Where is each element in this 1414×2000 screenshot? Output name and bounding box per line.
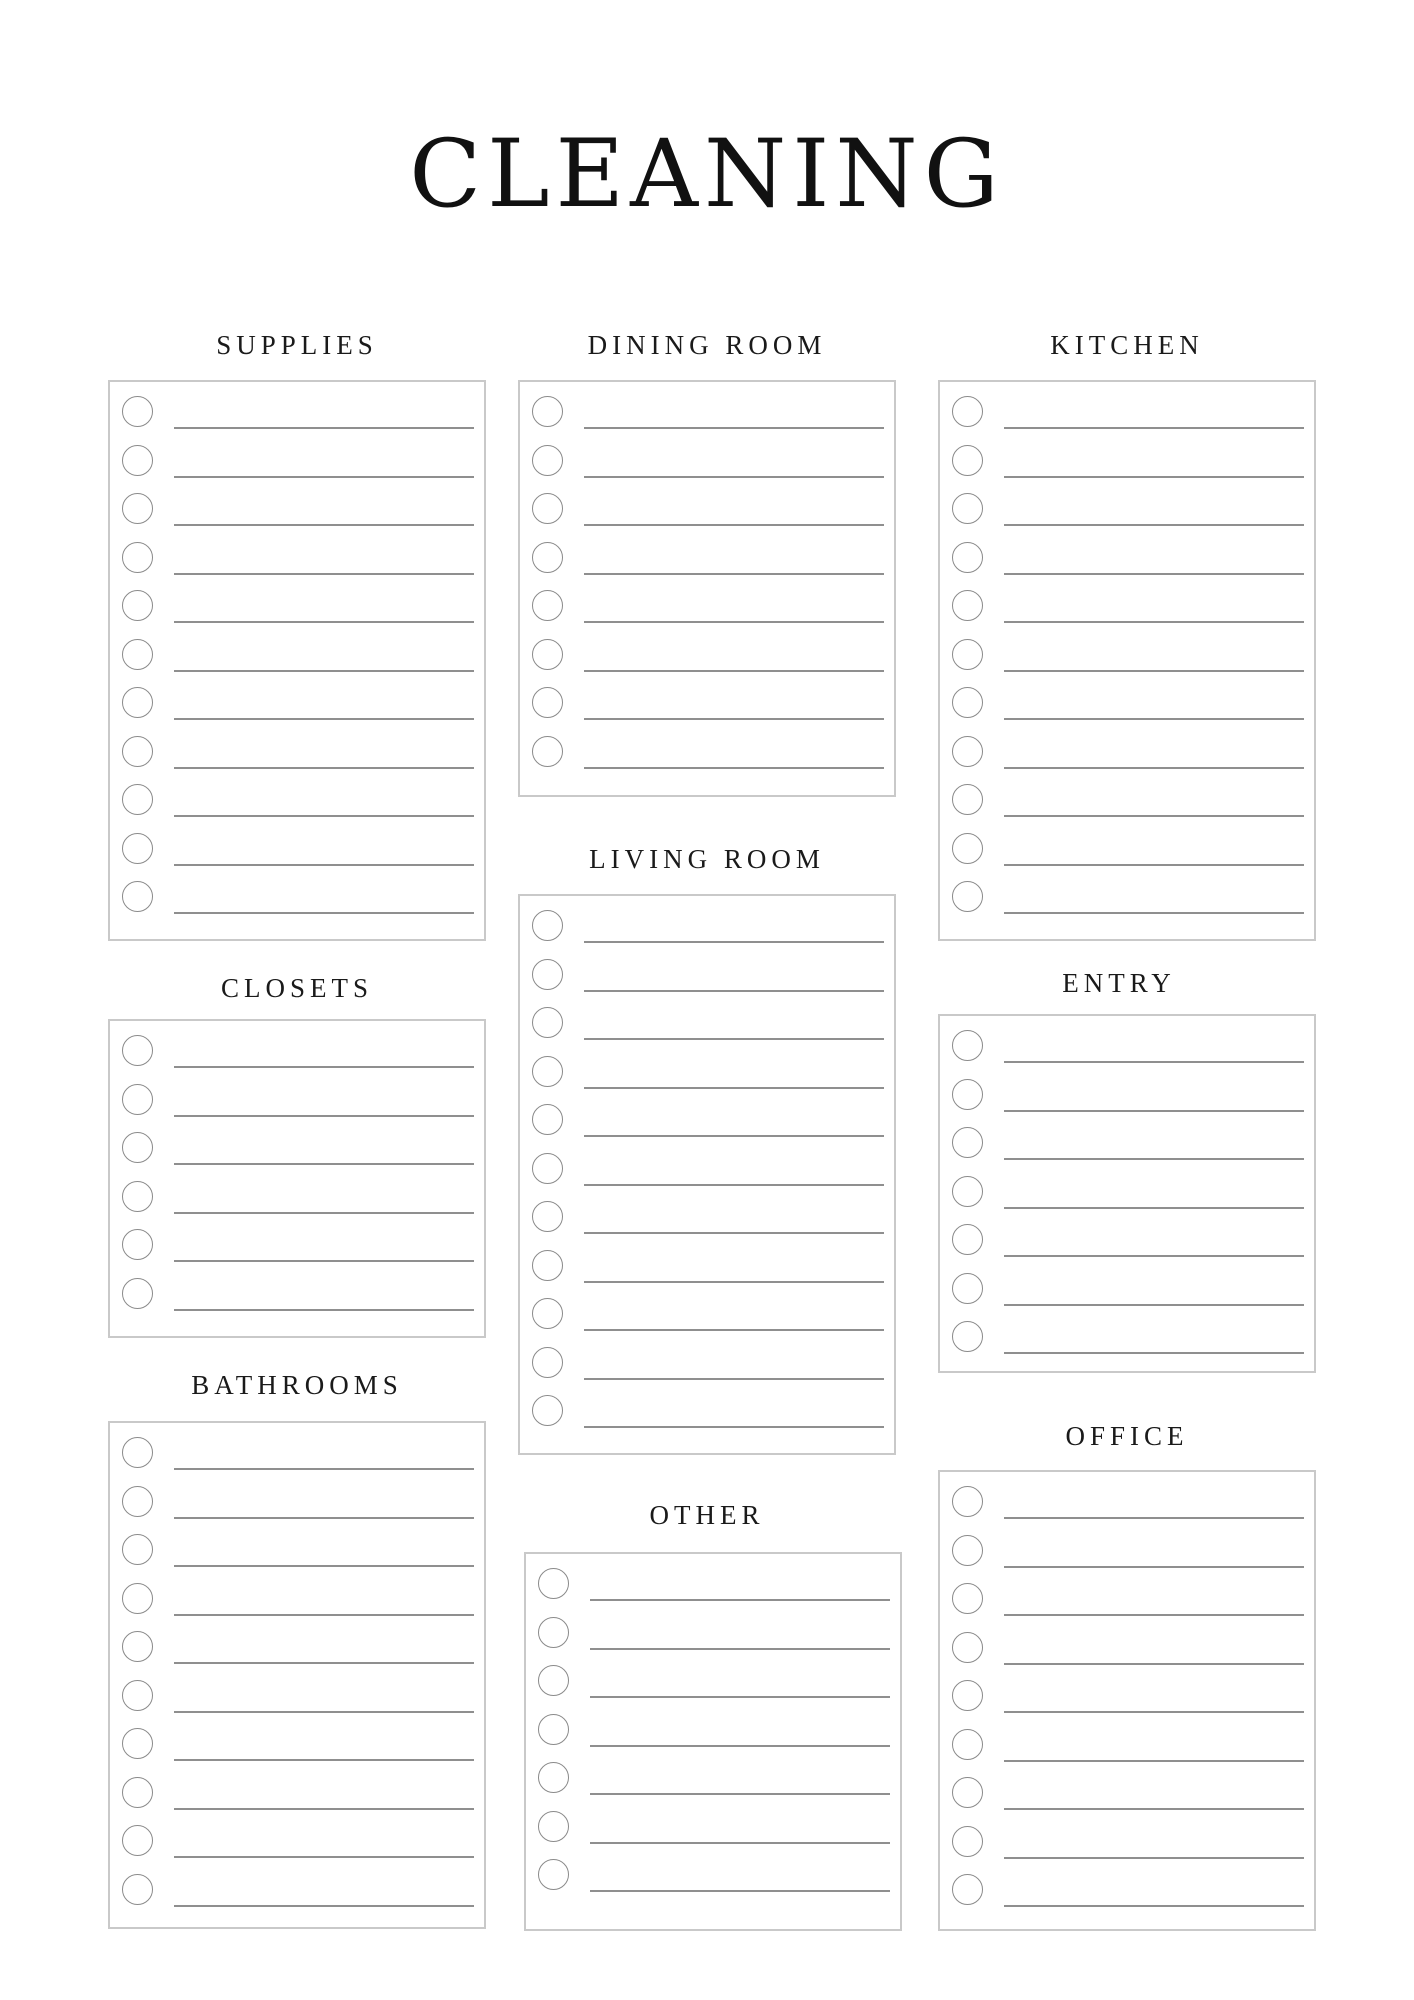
- section-title-office: OFFICE: [1065, 1421, 1189, 1451]
- checkbox-circle-icon[interactable]: [122, 1680, 153, 1711]
- checklist-item: [538, 1760, 890, 1800]
- write-in-line[interactable]: [1004, 524, 1304, 526]
- write-in-line[interactable]: [174, 427, 474, 429]
- checklist-item: [952, 1872, 1304, 1912]
- checklist-box-office: [938, 1470, 1316, 1931]
- checklist-item: [532, 540, 884, 580]
- checklist-item: [122, 1082, 474, 1122]
- checklist-item: [122, 1823, 474, 1863]
- write-in-line[interactable]: [174, 524, 474, 526]
- checklist-item: [538, 1615, 890, 1655]
- checklist-item: [122, 734, 474, 774]
- checklist-box-entry: [938, 1014, 1316, 1373]
- write-in-line[interactable]: [174, 1565, 474, 1567]
- checkbox-circle-icon[interactable]: [952, 833, 983, 864]
- checklist-item: [952, 1727, 1304, 1767]
- write-in-line[interactable]: [584, 718, 884, 720]
- checkbox-circle-icon[interactable]: [538, 1762, 569, 1793]
- section-title-supplies: SUPPLIES: [216, 330, 378, 360]
- write-in-line[interactable]: [584, 941, 884, 943]
- checkbox-circle-icon[interactable]: [952, 1777, 983, 1808]
- checkbox-circle-icon[interactable]: [532, 687, 563, 718]
- checklist-box-other: [524, 1552, 902, 1931]
- checklist-item: [532, 908, 884, 948]
- checkbox-circle-icon[interactable]: [122, 1534, 153, 1565]
- checklist-item: [952, 540, 1304, 580]
- write-in-line[interactable]: [1004, 670, 1304, 672]
- checkbox-circle-icon[interactable]: [122, 687, 153, 718]
- checklist-item: [952, 685, 1304, 725]
- checkbox-circle-icon[interactable]: [952, 1176, 983, 1207]
- checkbox-circle-icon[interactable]: [122, 1229, 153, 1260]
- write-in-line[interactable]: [174, 1614, 474, 1616]
- section-title-kitchen: KITCHEN: [1050, 330, 1204, 360]
- write-in-line[interactable]: [584, 1329, 884, 1331]
- write-in-line[interactable]: [584, 1135, 884, 1137]
- checklist-item: [122, 685, 474, 725]
- write-in-line[interactable]: [590, 1793, 890, 1795]
- write-in-line[interactable]: [174, 1517, 474, 1519]
- write-in-line[interactable]: [584, 621, 884, 623]
- write-in-line[interactable]: [1004, 1663, 1304, 1665]
- write-in-line[interactable]: [1004, 1566, 1304, 1568]
- write-in-line[interactable]: [1004, 1808, 1304, 1810]
- checkbox-circle-icon[interactable]: [952, 1583, 983, 1614]
- section-title-other: OTHER: [649, 1500, 765, 1530]
- checklist-item: [952, 1630, 1304, 1670]
- checkbox-circle-icon[interactable]: [122, 1437, 153, 1468]
- checklist-item: [952, 879, 1304, 919]
- write-in-line[interactable]: [174, 1163, 474, 1165]
- write-in-line[interactable]: [1004, 476, 1304, 478]
- checkbox-circle-icon[interactable]: [952, 1486, 983, 1517]
- checklist-item: [532, 957, 884, 997]
- checklist-item: [538, 1809, 890, 1849]
- write-in-line[interactable]: [174, 718, 474, 720]
- checklist-box-supplies: [108, 380, 486, 941]
- checkbox-circle-icon[interactable]: [532, 1153, 563, 1184]
- checklist-item: [532, 1005, 884, 1045]
- checkbox-circle-icon[interactable]: [532, 1104, 563, 1135]
- write-in-line[interactable]: [1004, 864, 1304, 866]
- checklist-item: [122, 588, 474, 628]
- checklist-item: [122, 1179, 474, 1219]
- checkbox-circle-icon[interactable]: [952, 590, 983, 621]
- write-in-line[interactable]: [174, 1711, 474, 1713]
- checklist-item: [122, 491, 474, 531]
- checkbox-circle-icon[interactable]: [952, 1826, 983, 1857]
- checkbox-circle-icon[interactable]: [122, 1874, 153, 1905]
- checkbox-circle-icon[interactable]: [538, 1617, 569, 1648]
- checkbox-circle-icon[interactable]: [532, 1347, 563, 1378]
- write-in-line[interactable]: [1004, 767, 1304, 769]
- write-in-line[interactable]: [174, 1808, 474, 1810]
- checklist-item: [952, 1077, 1304, 1117]
- write-in-line[interactable]: [584, 1184, 884, 1186]
- write-in-line[interactable]: [1004, 1517, 1304, 1519]
- write-in-line[interactable]: [174, 1212, 474, 1214]
- checkbox-circle-icon[interactable]: [952, 1127, 983, 1158]
- write-in-line[interactable]: [584, 1378, 884, 1380]
- checkbox-circle-icon[interactable]: [122, 1181, 153, 1212]
- checklist-item: [122, 394, 474, 434]
- checklist-item: [122, 1581, 474, 1621]
- checkbox-circle-icon[interactable]: [122, 1825, 153, 1856]
- write-in-line[interactable]: [1004, 1352, 1304, 1354]
- write-in-line[interactable]: [584, 573, 884, 575]
- checklist-item: [122, 1033, 474, 1073]
- checklist-item: [122, 1484, 474, 1524]
- checkbox-circle-icon[interactable]: [122, 1728, 153, 1759]
- checkbox-circle-icon[interactable]: [532, 1201, 563, 1232]
- checkbox-circle-icon[interactable]: [538, 1859, 569, 1890]
- write-in-line[interactable]: [590, 1599, 890, 1601]
- checkbox-circle-icon[interactable]: [532, 1007, 563, 1038]
- checklist-item: [532, 1199, 884, 1239]
- checklist-item: [952, 491, 1304, 531]
- checkbox-circle-icon[interactable]: [952, 493, 983, 524]
- checkbox-circle-icon[interactable]: [952, 639, 983, 670]
- checkbox-circle-icon[interactable]: [532, 959, 563, 990]
- checkbox-circle-icon[interactable]: [532, 542, 563, 573]
- write-in-line[interactable]: [174, 767, 474, 769]
- section-title-living-room: LIVING ROOM: [589, 844, 825, 874]
- checkbox-circle-icon[interactable]: [532, 590, 563, 621]
- checklist-item: [538, 1857, 890, 1897]
- checklist-item: [532, 1151, 884, 1191]
- checklist-item: [952, 443, 1304, 483]
- checklist-item: [532, 1393, 884, 1433]
- checklist-item: [952, 1271, 1304, 1311]
- checklist-item: [122, 1629, 474, 1669]
- checkbox-circle-icon[interactable]: [952, 1030, 983, 1061]
- checkbox-circle-icon[interactable]: [122, 639, 153, 670]
- checklist-item: [952, 1533, 1304, 1573]
- checklist-item: [532, 1345, 884, 1385]
- write-in-line[interactable]: [584, 1232, 884, 1234]
- checklist-item: [952, 1484, 1304, 1524]
- checkbox-circle-icon[interactable]: [122, 1132, 153, 1163]
- checklist-item: [532, 637, 884, 677]
- checklist-item: [532, 685, 884, 725]
- checklist-item: [532, 588, 884, 628]
- write-in-line[interactable]: [590, 1890, 890, 1892]
- checklist-box-kitchen: [938, 380, 1316, 941]
- write-in-line[interactable]: [174, 573, 474, 575]
- write-in-line[interactable]: [584, 990, 884, 992]
- checklist-item: [122, 1726, 474, 1766]
- checkbox-circle-icon[interactable]: [952, 1321, 983, 1352]
- checklist-item: [538, 1712, 890, 1752]
- write-in-line[interactable]: [1004, 1061, 1304, 1063]
- checkbox-circle-icon[interactable]: [532, 1298, 563, 1329]
- checkbox-circle-icon[interactable]: [532, 1395, 563, 1426]
- checklist-item: [122, 1678, 474, 1718]
- checklist-item: [122, 443, 474, 483]
- checklist-item: [952, 831, 1304, 871]
- checklist-item: [952, 394, 1304, 434]
- checklist-item: [952, 637, 1304, 677]
- write-in-line[interactable]: [584, 524, 884, 526]
- checkbox-circle-icon[interactable]: [532, 396, 563, 427]
- checkbox-circle-icon[interactable]: [952, 1224, 983, 1255]
- checkbox-circle-icon[interactable]: [122, 542, 153, 573]
- checklist-item: [122, 637, 474, 677]
- checkbox-circle-icon[interactable]: [122, 833, 153, 864]
- checklist-item: [532, 491, 884, 531]
- write-in-line[interactable]: [584, 767, 884, 769]
- write-in-line[interactable]: [174, 1115, 474, 1117]
- write-in-line[interactable]: [1004, 427, 1304, 429]
- write-in-line[interactable]: [584, 1087, 884, 1089]
- checklist-item: [122, 879, 474, 919]
- write-in-line[interactable]: [590, 1648, 890, 1650]
- write-in-line[interactable]: [584, 1038, 884, 1040]
- checklist-item: [532, 1296, 884, 1336]
- write-in-line[interactable]: [1004, 1158, 1304, 1160]
- write-in-line[interactable]: [174, 912, 474, 914]
- write-in-line[interactable]: [1004, 815, 1304, 817]
- checkbox-circle-icon[interactable]: [952, 687, 983, 718]
- checkbox-circle-icon[interactable]: [122, 493, 153, 524]
- write-in-line[interactable]: [174, 1066, 474, 1068]
- write-in-line[interactable]: [1004, 1614, 1304, 1616]
- write-in-line[interactable]: [174, 1905, 474, 1907]
- checklist-item: [122, 831, 474, 871]
- checkbox-circle-icon[interactable]: [122, 1583, 153, 1614]
- write-in-line[interactable]: [1004, 718, 1304, 720]
- checklist-item: [122, 782, 474, 822]
- checklist-item: [122, 1276, 474, 1316]
- checkbox-circle-icon[interactable]: [538, 1714, 569, 1745]
- checkbox-circle-icon[interactable]: [122, 881, 153, 912]
- write-in-line[interactable]: [1004, 1760, 1304, 1762]
- checklist-item: [952, 1028, 1304, 1068]
- write-in-line[interactable]: [590, 1745, 890, 1747]
- checklist-item: [532, 1248, 884, 1288]
- checkbox-circle-icon[interactable]: [122, 784, 153, 815]
- checkbox-circle-icon[interactable]: [538, 1568, 569, 1599]
- checkbox-circle-icon[interactable]: [952, 784, 983, 815]
- write-in-line[interactable]: [1004, 912, 1304, 914]
- write-in-line[interactable]: [584, 1426, 884, 1428]
- checkbox-circle-icon[interactable]: [532, 1056, 563, 1087]
- checkbox-circle-icon[interactable]: [952, 736, 983, 767]
- write-in-line[interactable]: [174, 864, 474, 866]
- checklist-item: [952, 734, 1304, 774]
- write-in-line[interactable]: [1004, 1304, 1304, 1306]
- write-in-line[interactable]: [1004, 1905, 1304, 1907]
- checkbox-circle-icon[interactable]: [952, 881, 983, 912]
- checklist-box-closets: [108, 1019, 486, 1338]
- checkbox-circle-icon[interactable]: [122, 445, 153, 476]
- checkbox-circle-icon[interactable]: [952, 396, 983, 427]
- checkbox-circle-icon[interactable]: [952, 1729, 983, 1760]
- checklist-item: [952, 1678, 1304, 1718]
- checklist-item: [122, 1435, 474, 1475]
- page-title: CLEANING: [409, 120, 1005, 229]
- write-in-line[interactable]: [1004, 1207, 1304, 1209]
- checklist-item: [532, 394, 884, 434]
- checklist-item: [952, 782, 1304, 822]
- write-in-line[interactable]: [1004, 573, 1304, 575]
- checkbox-circle-icon[interactable]: [532, 736, 563, 767]
- write-in-line[interactable]: [1004, 1110, 1304, 1112]
- section-title-dining-room: DINING ROOM: [587, 330, 827, 360]
- section-title-entry: ENTRY: [1062, 968, 1176, 998]
- section-title-bathrooms: BATHROOMS: [191, 1370, 403, 1400]
- checkbox-circle-icon[interactable]: [952, 1273, 983, 1304]
- checklist-item: [538, 1663, 890, 1703]
- checklist-item: [122, 1227, 474, 1267]
- write-in-line[interactable]: [174, 621, 474, 623]
- checkbox-circle-icon[interactable]: [952, 542, 983, 573]
- checkbox-circle-icon[interactable]: [952, 1680, 983, 1711]
- write-in-line[interactable]: [1004, 1711, 1304, 1713]
- checkbox-circle-icon[interactable]: [122, 1035, 153, 1066]
- checklist-item: [122, 1130, 474, 1170]
- checklist-item: [122, 1872, 474, 1912]
- checkbox-circle-icon[interactable]: [952, 1632, 983, 1663]
- write-in-line[interactable]: [174, 670, 474, 672]
- write-in-line[interactable]: [174, 1309, 474, 1311]
- checkbox-circle-icon[interactable]: [952, 445, 983, 476]
- checkbox-circle-icon[interactable]: [122, 396, 153, 427]
- checklist-item: [532, 1054, 884, 1094]
- checklist-item: [532, 443, 884, 483]
- write-in-line[interactable]: [174, 1468, 474, 1470]
- checkbox-circle-icon[interactable]: [532, 493, 563, 524]
- write-in-line[interactable]: [174, 1759, 474, 1761]
- checklist-item: [952, 1174, 1304, 1214]
- write-in-line[interactable]: [584, 476, 884, 478]
- write-in-line[interactable]: [590, 1696, 890, 1698]
- checkbox-circle-icon[interactable]: [532, 910, 563, 941]
- checkbox-circle-icon[interactable]: [538, 1665, 569, 1696]
- checkbox-circle-icon[interactable]: [952, 1079, 983, 1110]
- write-in-line[interactable]: [174, 815, 474, 817]
- write-in-line[interactable]: [590, 1842, 890, 1844]
- write-in-line[interactable]: [584, 670, 884, 672]
- checklist-item: [532, 1102, 884, 1142]
- checklist-item: [532, 734, 884, 774]
- write-in-line[interactable]: [1004, 1255, 1304, 1257]
- checkbox-circle-icon[interactable]: [122, 590, 153, 621]
- checkbox-circle-icon[interactable]: [532, 1250, 563, 1281]
- checkbox-circle-icon[interactable]: [122, 1486, 153, 1517]
- checkbox-circle-icon[interactable]: [538, 1811, 569, 1842]
- checklist-item: [538, 1566, 890, 1606]
- write-in-line[interactable]: [1004, 1857, 1304, 1859]
- checkbox-circle-icon[interactable]: [122, 736, 153, 767]
- checklist-item: [122, 1775, 474, 1815]
- checklist-item: [952, 1824, 1304, 1864]
- checklist-item: [952, 1319, 1304, 1359]
- checkbox-circle-icon[interactable]: [122, 1278, 153, 1309]
- checkbox-circle-icon[interactable]: [122, 1777, 153, 1808]
- write-in-line[interactable]: [584, 1281, 884, 1283]
- checkbox-circle-icon[interactable]: [952, 1874, 983, 1905]
- checkbox-circle-icon[interactable]: [122, 1631, 153, 1662]
- checkbox-circle-icon[interactable]: [952, 1535, 983, 1566]
- checkbox-circle-icon[interactable]: [122, 1084, 153, 1115]
- write-in-line[interactable]: [174, 1662, 474, 1664]
- checklist-box-bathrooms: [108, 1421, 486, 1929]
- checklist-item: [952, 1222, 1304, 1262]
- checklist-item: [122, 1532, 474, 1572]
- checklist-item: [952, 1581, 1304, 1621]
- checklist-item: [952, 1125, 1304, 1165]
- write-in-line[interactable]: [174, 476, 474, 478]
- write-in-line[interactable]: [174, 1856, 474, 1858]
- checklist-item: [122, 540, 474, 580]
- checkbox-circle-icon[interactable]: [532, 445, 563, 476]
- write-in-line[interactable]: [1004, 621, 1304, 623]
- section-title-closets: CLOSETS: [220, 973, 374, 1003]
- checklist-box-dining-room: [518, 380, 896, 797]
- checklist-item: [952, 588, 1304, 628]
- write-in-line[interactable]: [584, 427, 884, 429]
- checkbox-circle-icon[interactable]: [532, 639, 563, 670]
- write-in-line[interactable]: [174, 1260, 474, 1262]
- checklist-item: [952, 1775, 1304, 1815]
- checklist-box-living-room: [518, 894, 896, 1455]
